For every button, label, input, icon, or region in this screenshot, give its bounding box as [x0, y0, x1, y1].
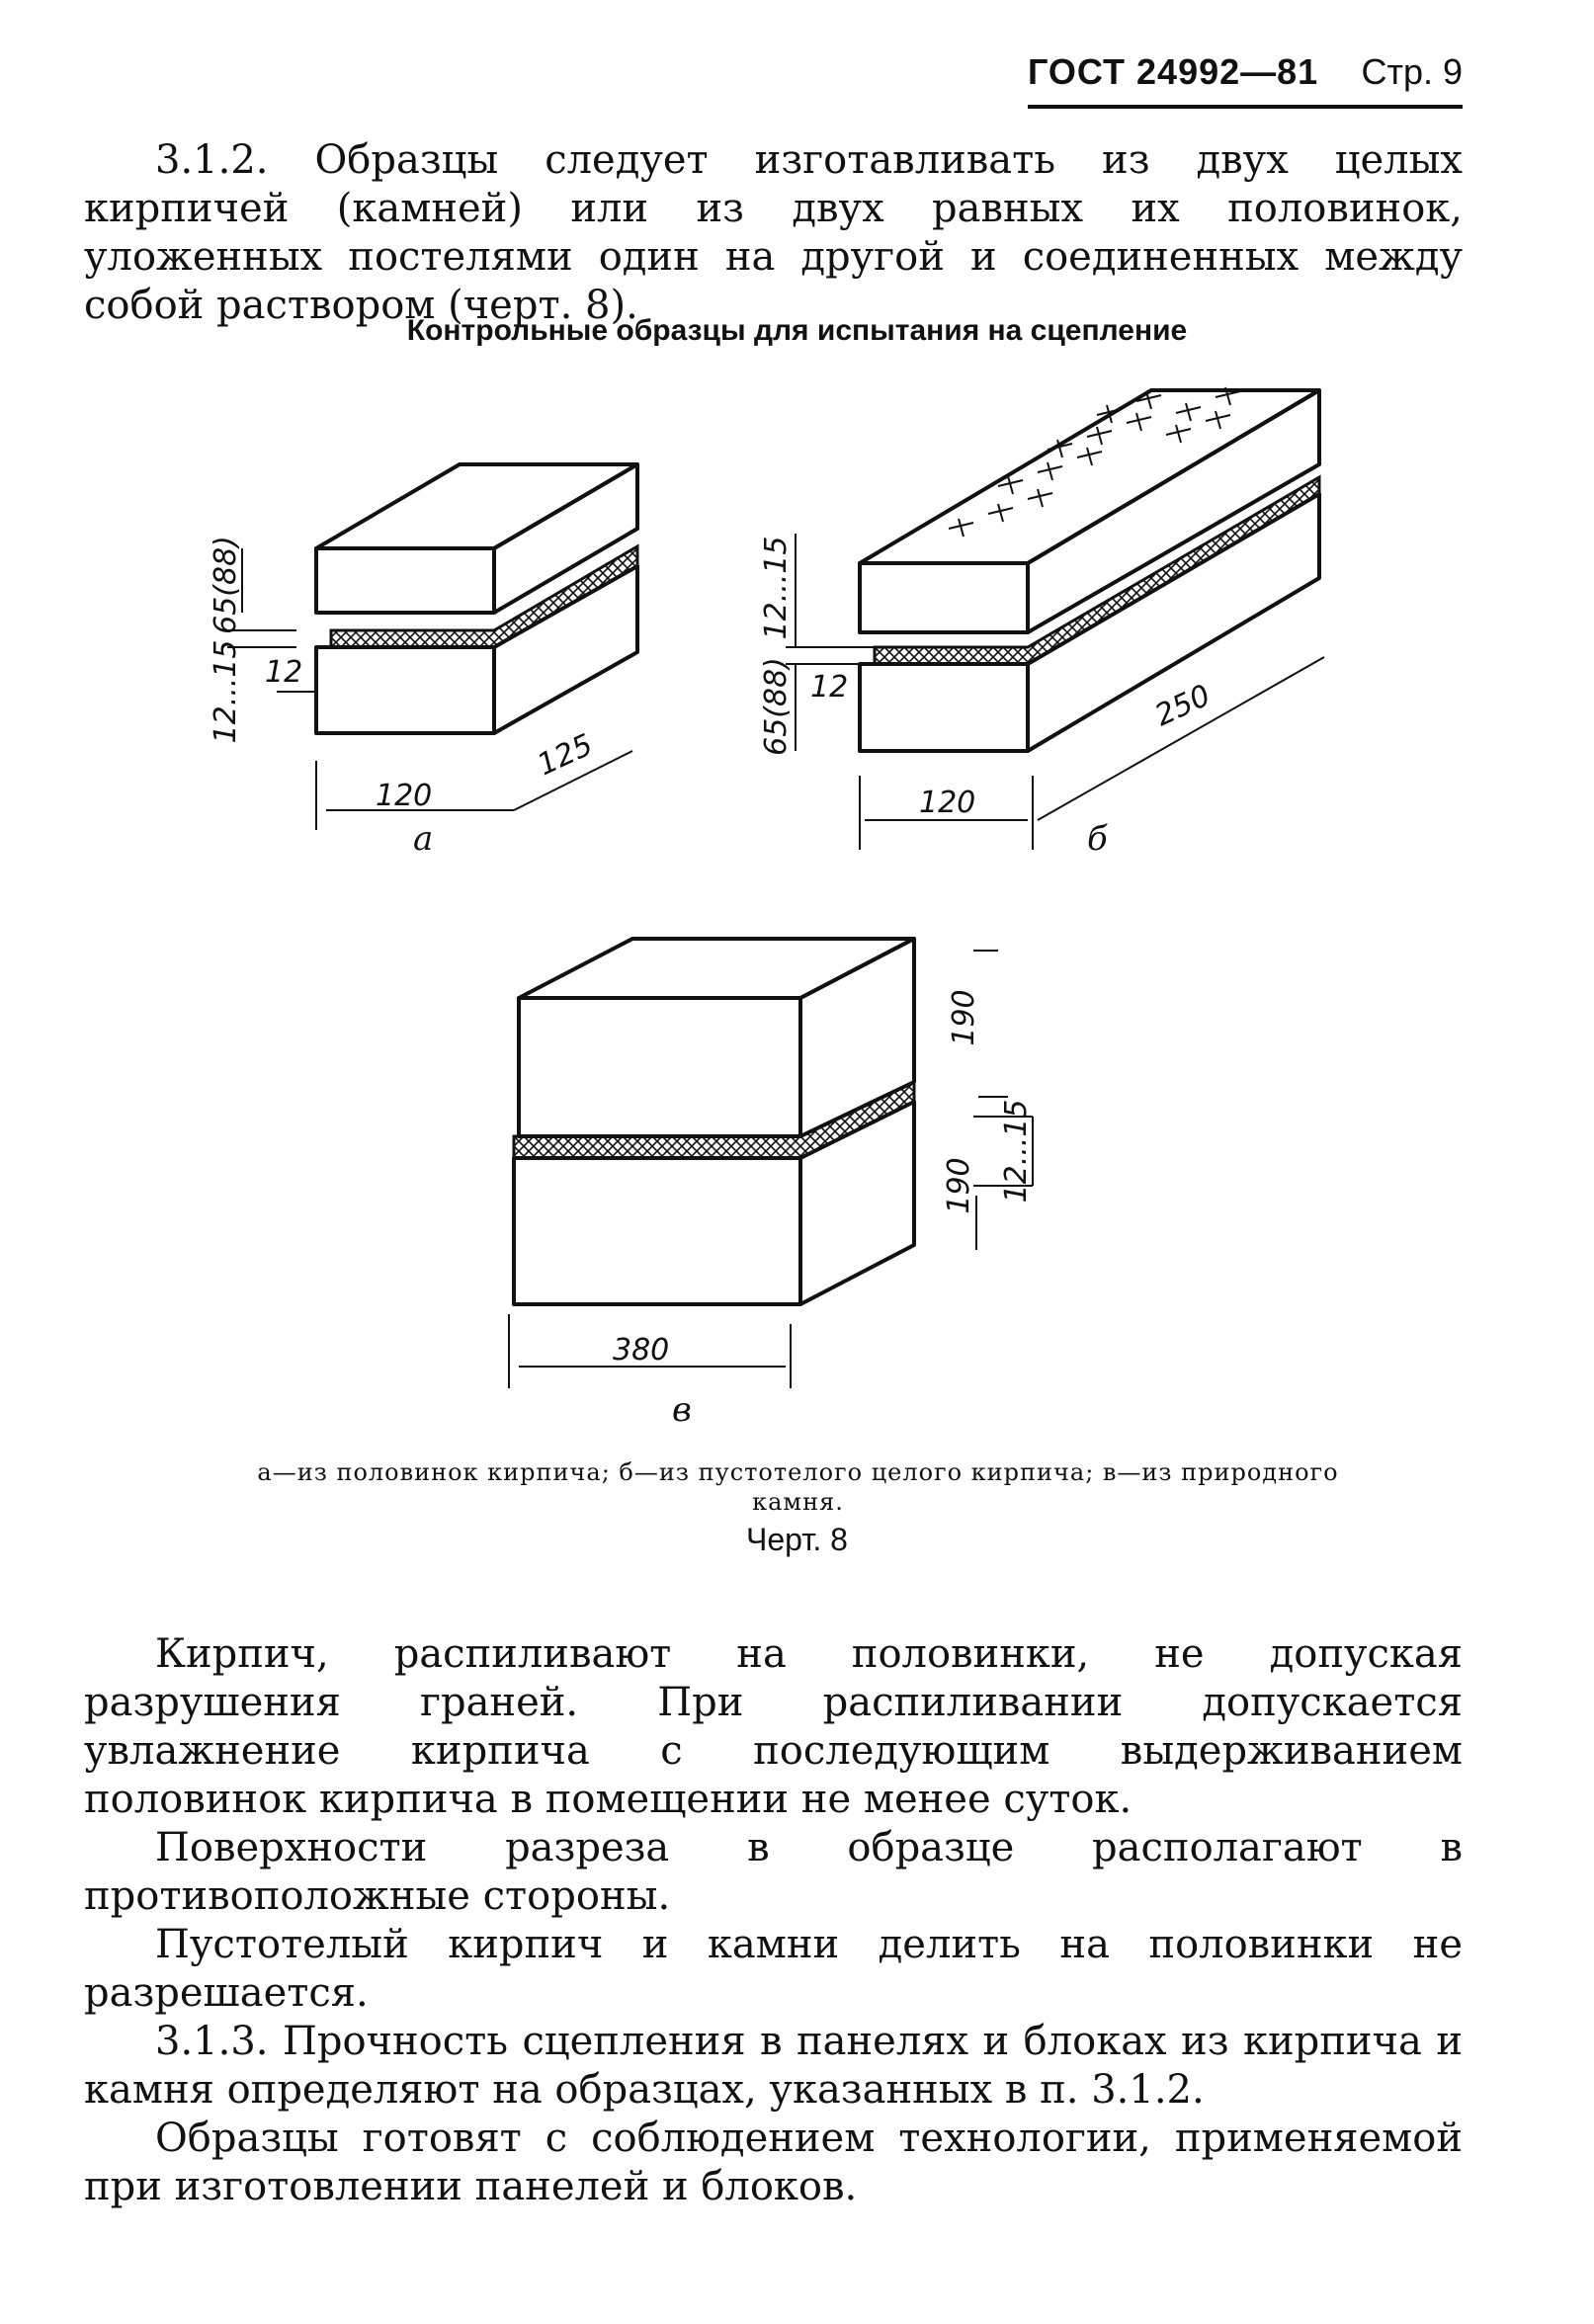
figure-number: Черт. 8 — [746, 1522, 848, 1557]
label-b: б — [1087, 819, 1108, 859]
specimen-a-top-face — [316, 464, 637, 548]
paragraph-3-1-3: 3.1.3. Прочность сцепления в панелях и блоках из кирпича и камня определяют на образцах, указанных в п. 3.1.2. — [84, 2019, 1463, 2113]
dim-b-length: 250 — [1149, 678, 1216, 734]
specimen-b-lower-front — [860, 664, 1028, 751]
dim-b-width: 120 — [919, 786, 976, 820]
specimen-c-upper-front — [519, 998, 800, 1136]
dim-a-depth: 125 — [532, 727, 599, 784]
dim-b-offset: 12 — [810, 670, 849, 705]
specimen-c-lower-front — [514, 1158, 800, 1304]
dim-a-width: 120 — [376, 779, 433, 813]
specimen-b-mortar-joint — [875, 477, 1319, 664]
specimen-b-top-face — [860, 390, 1319, 563]
dim-a-offset: 12 — [265, 655, 303, 690]
specimen-a-lower-front — [316, 647, 494, 733]
dim-a-height: 65(88) — [209, 536, 243, 634]
dim-c-joint: 12...15 — [999, 1099, 1034, 1204]
specimen-a-mortar-joint — [331, 546, 637, 647]
page-number: Стр. 9 — [1361, 51, 1463, 92]
dim-c-upper-height: 190 — [947, 989, 981, 1046]
figure-caption: а—из половинок кирпича; б—из пустотелого целого кирпича; в—из природного камня. — [257, 1458, 1339, 1516]
figure-title: Контрольные образцы для испытания на сцепление — [406, 314, 1188, 347]
specimen-c-mortar-joint — [514, 1082, 914, 1158]
body-paragraph-1: Кирпич, распиливают на половинки, не допуская разрушения граней. При распиливании допускается увлажнение кирпича с последующим выдерживанием половинок кирпича в помещении не менее суток. — [84, 1631, 1463, 1822]
body-paragraph-3: Пустотелый кирпич и камни делить на половинки не разрешается. — [84, 1922, 1463, 2016]
body-paragraph-2: Поверхности разреза в образце располагают в противоположные стороны. — [84, 1825, 1463, 1919]
body-paragraph-5: Образцы готовят с соблюдением технологии, применяемой при изготовлении панелей и блоков. — [84, 2116, 1463, 2209]
dim-c-lower-height: 190 — [942, 1157, 976, 1214]
specimen-c — [509, 939, 1034, 1430]
dim-c-width: 380 — [613, 1333, 670, 1368]
paragraph-3-1-2: 3.1.2. Образцы следует изготавливать из двух целых кирпичей (камней) или из двух равных их половинок, уложенных постелями один на другой и соединенных между собой раствором (черт. 8). — [84, 137, 1463, 328]
label-c: в — [672, 1390, 692, 1430]
standard-number: ГОСТ 24992—81 — [1028, 51, 1319, 92]
specimen-b-upper-front — [860, 563, 1028, 632]
specimen-a-upper-front — [316, 548, 494, 613]
specimen-a — [209, 464, 637, 859]
dim-b-height: 65(88) — [759, 657, 794, 756]
dim-b-joint: 12...15 — [759, 536, 794, 640]
specimen-b — [759, 387, 1324, 859]
label-a: а — [413, 819, 434, 859]
dim-a-joint: 12...15 — [209, 639, 243, 744]
